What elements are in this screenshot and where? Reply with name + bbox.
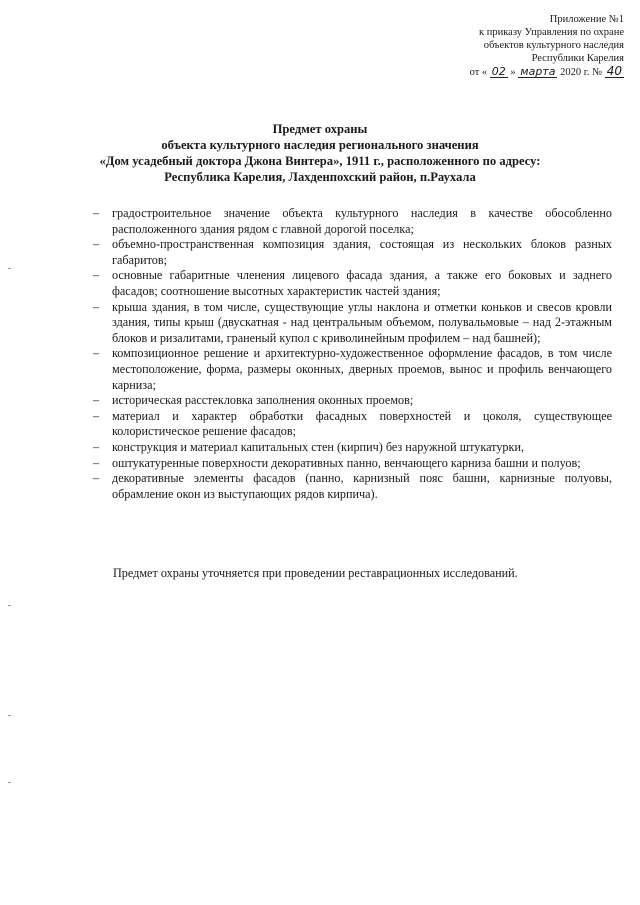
annex-order-ref: к приказу Управления по охране [479,27,624,38]
annex-order-ref-2: объектов культурного наследия [483,40,624,51]
list-item: – декоративные элементы фасадов (панно, карнизный пояс башни, карнизные полуовы, обрамление окон из выступающих рядов кирпича). [95,471,612,502]
scan-mark [8,605,11,606]
order-date-prefix: от « [469,67,488,78]
list-item: – материал и характер обработки фасадных поверхностей и цоколя, существующее колористическое решение фасадов; [95,409,612,440]
list-item: – объемно-пространственная композиция здания, состоящая из нескольких блоков разных габаритов; [95,237,612,268]
document-title [40,121,600,185]
annex-title: Приложение №1 [549,14,624,25]
list-item: – конструкция и материал капитальных стен (кирпич) без наружной штукатурки, [95,440,612,456]
annex-header [470,13,624,79]
list-item: – историческая расстекловка заполнения оконных проемов; [95,393,612,409]
order-number-handwritten: 40 [606,64,622,78]
scan-mark [8,268,11,269]
protection-items-list [95,206,612,502]
list-item: – градостроительное значение объекта культурного наследия в качестве обособленно расположенного здания рядом с главной дорогой поселка; [95,206,612,237]
list-item: – композиционное решение и архитектурно-художественное оформление фасадов, в том числе местоположение, форма, размеры оконных, дверных проемов, вынос и профиль венчающего карниза; [95,346,612,393]
title-line-2: объекта культурного наследия регионального значения [161,138,479,152]
scan-mark [8,715,11,716]
closing-note: Предмет охраны уточняется при проведении реставрационных исследований. [113,566,518,580]
title-line-1: Предмет охраны [272,122,368,136]
order-year: 2020 г. № [560,67,603,78]
title-line-4: Республика Карелия, Лахденпохский район, п.Раухала [164,170,476,184]
annex-order-date [470,66,624,79]
order-day-handwritten: 02 [491,65,506,78]
annex-region: Республики Карелия [531,53,624,64]
order-date-mid: » [510,67,516,78]
title-line-3: «Дом усадебный доктора Джона Винтера», 1911 г., расположенного по адресу: [99,154,541,168]
list-item: – основные габаритные членения лицевого фасада здания, а также его боковых и заднего фасадов; соотношение высотных характеристик частей здания; [95,268,612,299]
list-item: – оштукатуренные поверхности декоративных панно, венчающего карниза башни и полуов; [95,456,612,472]
order-month-handwritten: марта [520,65,556,78]
list-item: – крыша здания, в том числе, существующие углы наклона и отметки коньков и свесов кровли здания, типы крыш (двускатная - над центральным объемом, полувальмовые – над 2-этажным блоков и ризалитами, граненый купол с криволинейным профилем – над башней); [95,300,612,347]
scan-mark [8,782,11,783]
